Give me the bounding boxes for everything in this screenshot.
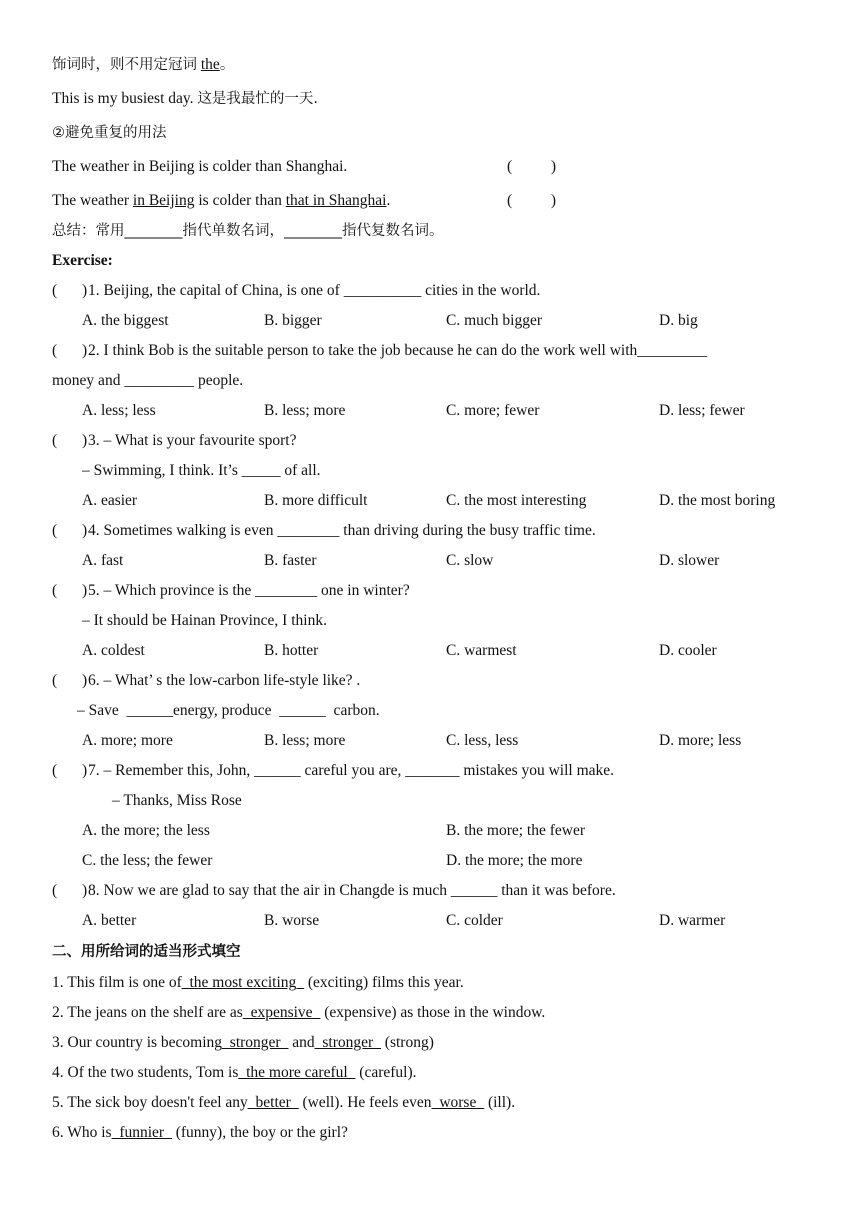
fill-item-2: 2. The jeans on the shelf are as_expensive_ (expensive) as those in the window. bbox=[52, 1004, 546, 1021]
intro-line2-en: This is my busiest day. bbox=[52, 90, 194, 107]
question-1-options bbox=[52, 306, 822, 336]
intro-line1-cn: 饰词时，则不用定冠词 bbox=[52, 57, 197, 73]
question-6-options bbox=[52, 726, 822, 756]
fill-answer: _stronger_ bbox=[222, 1034, 289, 1051]
question-7-options-row2 bbox=[52, 846, 822, 876]
answer-paren-close: ) bbox=[82, 342, 88, 359]
example-2 bbox=[52, 186, 822, 216]
question-text: 1. Beijing, the capital of China, is one of __________ cities in the world. bbox=[88, 282, 541, 299]
answer-paren-close: ) bbox=[82, 672, 88, 689]
option-b: B. bigger bbox=[264, 312, 322, 329]
answer-paren-open: ( bbox=[52, 342, 58, 359]
option-c: C. less, less bbox=[446, 732, 519, 749]
option-d: D. big bbox=[659, 312, 698, 329]
example-2-pre: The weather bbox=[52, 192, 133, 209]
intro-line2-cn: 这是我最忙的一天. bbox=[197, 91, 318, 107]
example-1 bbox=[52, 152, 822, 182]
answer-paren-close: ) bbox=[82, 432, 88, 449]
question-6 bbox=[52, 666, 822, 696]
answer-paren-open: ( bbox=[52, 282, 58, 299]
answer-paren-close: ) bbox=[82, 882, 88, 899]
option-a: A. coldest bbox=[82, 642, 145, 659]
option-d: D. warmer bbox=[659, 912, 726, 929]
option-d: D. cooler bbox=[659, 642, 717, 659]
question-7-options-row1 bbox=[52, 816, 822, 846]
example-1-paren: ( ) bbox=[507, 158, 557, 175]
answer-paren-open: ( bbox=[52, 522, 58, 539]
option-d: D. less; fewer bbox=[659, 402, 745, 419]
example-2-u2: that in Shanghai bbox=[285, 192, 387, 209]
option-c: C. warmest bbox=[446, 642, 517, 659]
question-5-options bbox=[52, 636, 822, 666]
question-7 bbox=[52, 756, 822, 786]
example-2-u1: in Beijing bbox=[132, 192, 195, 209]
option-d: D. more; less bbox=[659, 732, 742, 749]
option-c: C. more; fewer bbox=[446, 402, 540, 419]
option-a: A. less; less bbox=[82, 402, 156, 419]
question-2-options bbox=[52, 396, 822, 426]
answer-paren-open: ( bbox=[52, 432, 58, 449]
intro-line1-end: 。 bbox=[219, 57, 235, 73]
question-4-options bbox=[52, 546, 822, 576]
fill-answer-2: _stronger_ bbox=[314, 1034, 381, 1051]
example-1-text: The weather in Beijing is colder than Shanghai. bbox=[52, 158, 348, 175]
option-a: A. more; more bbox=[82, 732, 173, 749]
question-text: 6. – What’ s the low-carbon life-style like? . bbox=[88, 672, 361, 689]
option-b: B. less; more bbox=[264, 402, 346, 419]
question-text: 8. Now we are glad to say that the air in Changde is much ______ than it was before. bbox=[88, 882, 616, 899]
example-2-mid: is colder than bbox=[194, 192, 286, 209]
answer-paren-open: ( bbox=[52, 672, 58, 689]
fill-answer: _funnier_ bbox=[111, 1124, 172, 1141]
question-3-options bbox=[52, 486, 822, 516]
answer-paren-open: ( bbox=[52, 582, 58, 599]
exercise-title: Exercise: bbox=[52, 252, 113, 269]
section-two-title: 二、用所给词的适当形式填空 bbox=[52, 944, 241, 960]
answer-paren-close: ) bbox=[82, 762, 88, 779]
section-2-title: ②避免重复的用法 bbox=[52, 125, 167, 141]
question-3 bbox=[52, 426, 822, 456]
option-a: A. easier bbox=[82, 492, 138, 509]
question-3-cont: – Swimming, I think. It’s _____ of all. bbox=[82, 462, 321, 479]
question-5 bbox=[52, 576, 822, 606]
fill-answer-2: _worse_ bbox=[431, 1094, 485, 1111]
example-2-end: . bbox=[386, 192, 391, 209]
question-6-cont: – Save ______energy, produce ______ carbon. bbox=[77, 702, 380, 719]
answer-paren-close: ) bbox=[82, 582, 88, 599]
answer-paren-open: ( bbox=[52, 882, 58, 899]
option-c: C. colder bbox=[446, 912, 503, 929]
intro-line-1 bbox=[52, 50, 822, 80]
question-text: 4. Sometimes walking is even ________ than driving during the busy traffic time. bbox=[88, 522, 596, 539]
answer-paren-close: ) bbox=[82, 522, 88, 539]
fill-item-1: 1. This film is one of_the most exciting_ (exciting) films this year. bbox=[52, 974, 464, 991]
option-b: B. the more; the fewer bbox=[446, 822, 586, 839]
question-8 bbox=[52, 876, 822, 906]
question-1 bbox=[52, 276, 822, 306]
question-text: 2. I think Bob is the suitable person to take the job because he can do the work well with_________ bbox=[88, 342, 708, 359]
question-text: 7. – Remember this, John, ______ careful you are, _______ mistakes you will make. bbox=[88, 762, 615, 779]
option-a: A. better bbox=[82, 912, 137, 929]
question-7-cont: – Thanks, Miss Rose bbox=[112, 792, 242, 809]
option-a: A. the biggest bbox=[82, 312, 169, 329]
fill-item-6: 6. Who is_funnier_ (funny), the boy or the girl? bbox=[52, 1124, 348, 1141]
option-c: C. slow bbox=[446, 552, 494, 569]
option-b: B. worse bbox=[264, 912, 320, 929]
document-page bbox=[52, 50, 822, 1148]
answer-paren-open: ( bbox=[52, 762, 58, 779]
example-2-paren: ( ) bbox=[507, 192, 557, 209]
intro-line-2 bbox=[52, 84, 822, 114]
fill-item-3: 3. Our country is becoming_stronger_ and_stronger_ (strong) bbox=[52, 1034, 434, 1051]
fill-item-5: 5. The sick boy doesn't feel any_better_ (well). He feels even_worse_ (ill). bbox=[52, 1094, 516, 1111]
fill-answer: _expensive_ bbox=[242, 1004, 321, 1021]
option-c: C. much bigger bbox=[446, 312, 542, 329]
option-d: D. the more; the more bbox=[446, 852, 583, 869]
question-5-cont: – It should be Hainan Province, I think. bbox=[82, 612, 327, 629]
option-a: A. the more; the less bbox=[82, 822, 210, 839]
question-8-options bbox=[52, 906, 822, 936]
question-4 bbox=[52, 516, 822, 546]
question-2 bbox=[52, 336, 822, 366]
option-d: D. slower bbox=[659, 552, 720, 569]
option-b: B. faster bbox=[264, 552, 317, 569]
option-a: A. fast bbox=[82, 552, 124, 569]
answer-paren-close: ) bbox=[82, 282, 88, 299]
option-b: B. less; more bbox=[264, 732, 346, 749]
option-c: C. the less; the fewer bbox=[82, 852, 213, 869]
option-b: B. more difficult bbox=[264, 492, 368, 509]
fill-answer: _the most exciting_ bbox=[181, 974, 305, 991]
intro-line1-the: the bbox=[200, 56, 220, 73]
option-b: B. hotter bbox=[264, 642, 319, 659]
summary-line: 总结：常用________指代单数名词，________指代复数名词。 bbox=[52, 223, 444, 239]
question-text: 5. – Which province is the ________ one in winter? bbox=[88, 582, 410, 599]
option-d: D. the most boring bbox=[659, 492, 776, 509]
question-text: 3. – What is your favourite sport? bbox=[88, 432, 297, 449]
fill-answer: _better_ bbox=[247, 1094, 299, 1111]
question-2-cont: money and _________ people. bbox=[52, 372, 244, 389]
fill-item-4: 4. Of the two students, Tom is_the more careful_ (careful). bbox=[52, 1064, 417, 1081]
fill-answer: _the more careful_ bbox=[238, 1064, 356, 1081]
option-c: C. the most interesting bbox=[446, 492, 587, 509]
